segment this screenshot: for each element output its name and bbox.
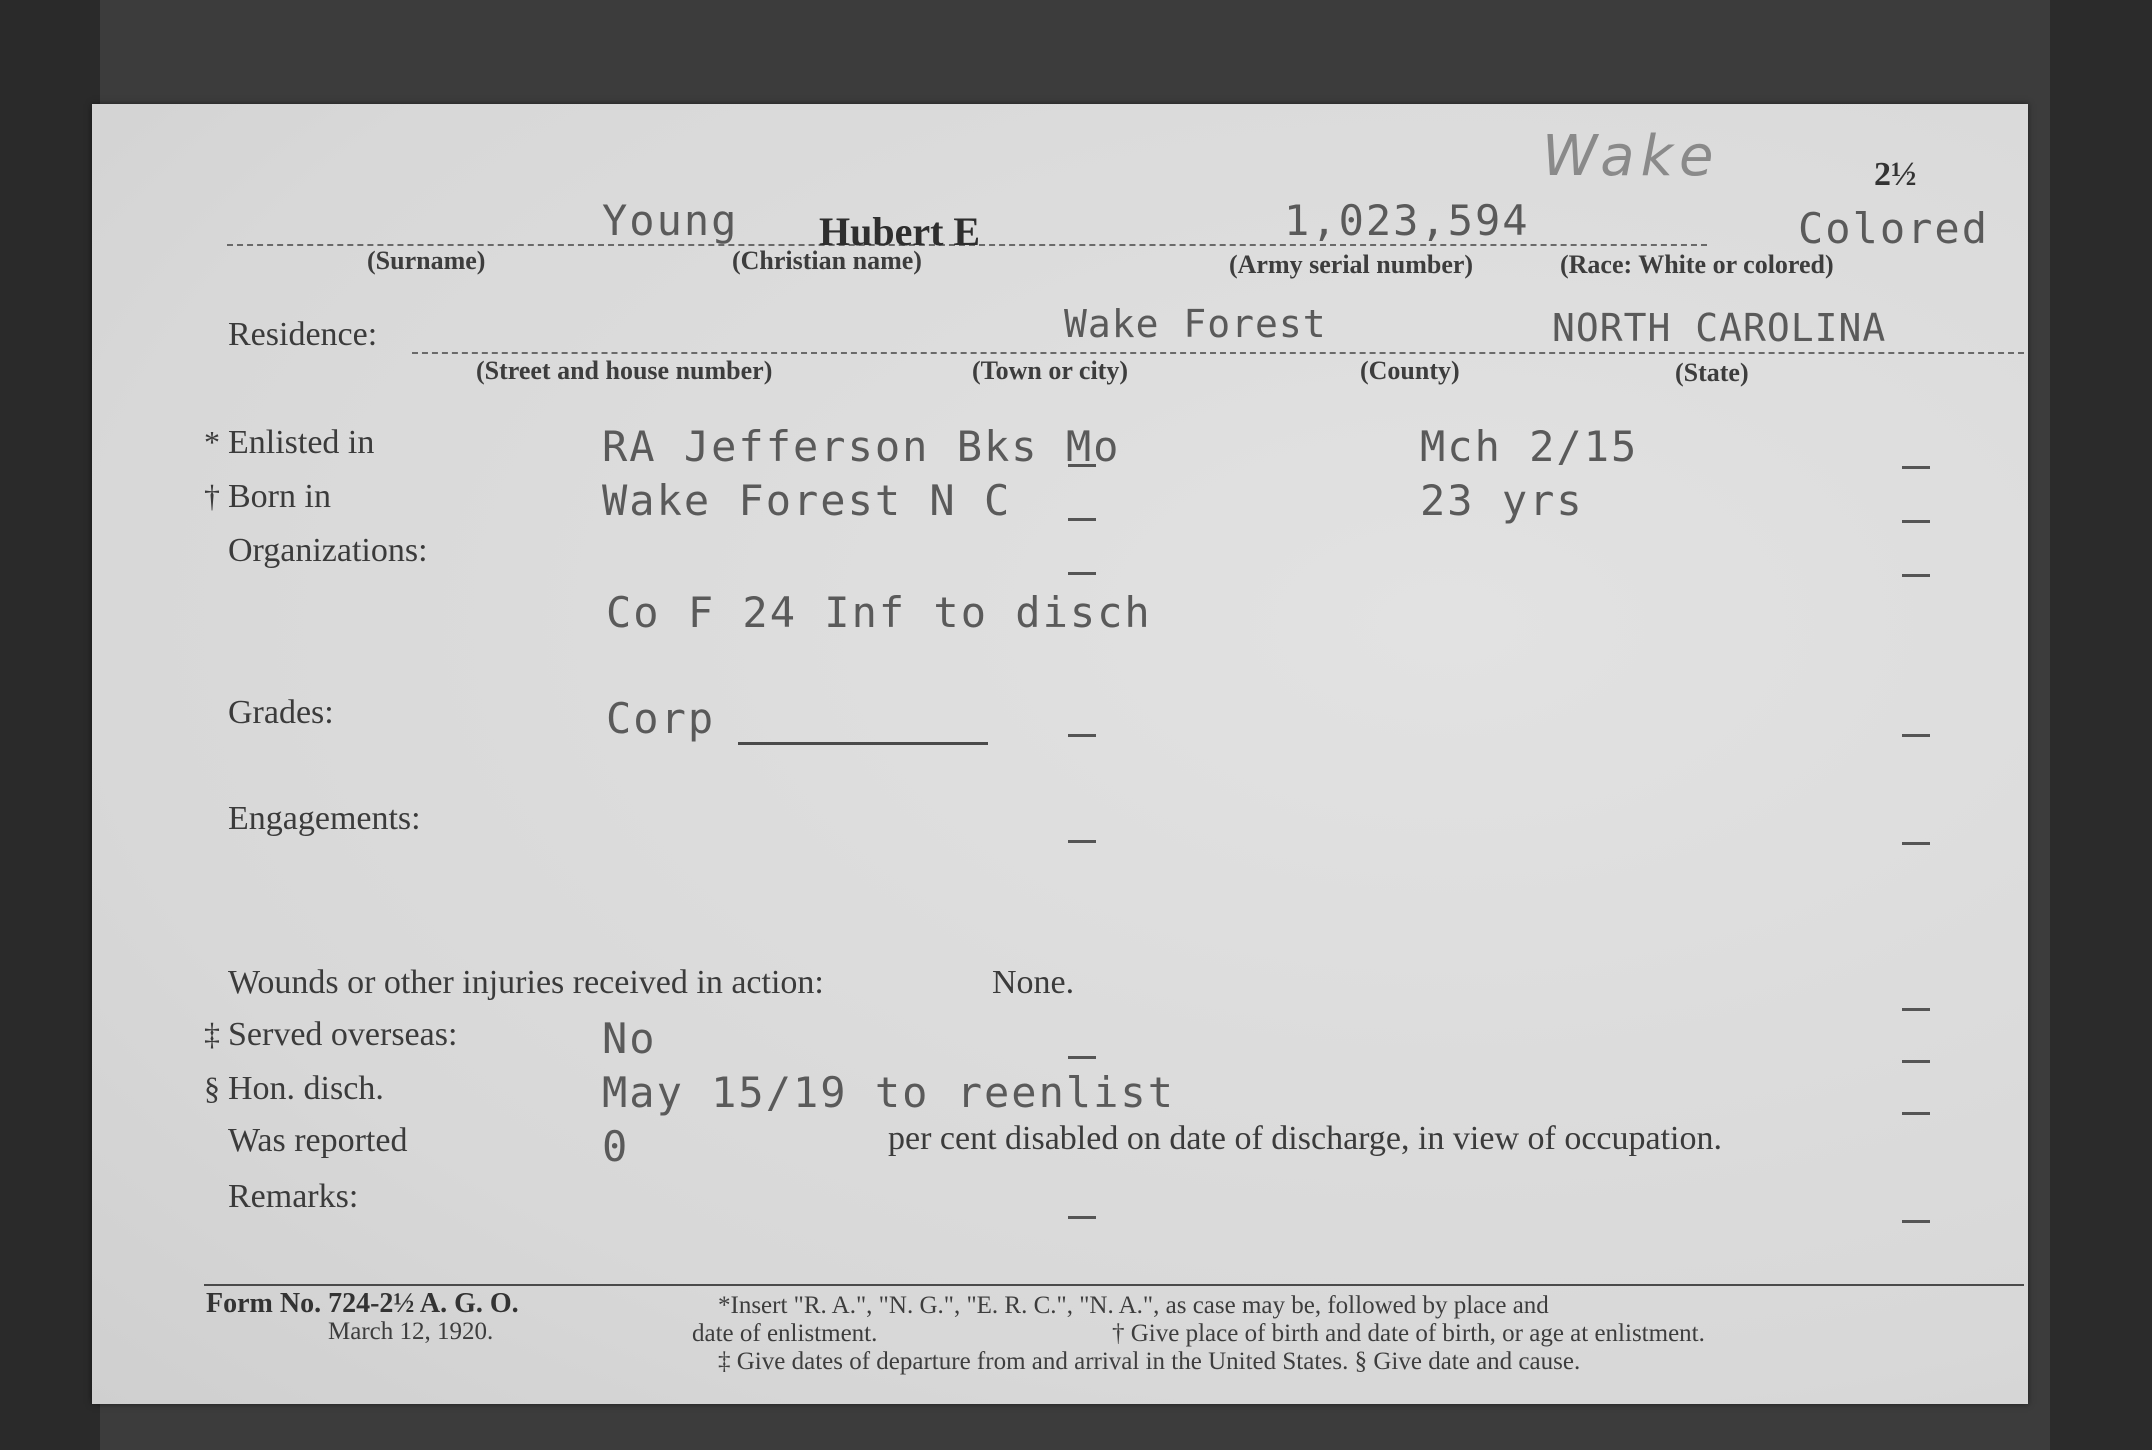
surname-caption: (Surname) [367,246,486,275]
form-size-number: 2½ [1874,156,1917,193]
tick-mark [1902,842,1930,845]
born-symbol: † [204,478,220,514]
county-handwritten: Wake [1542,124,1720,189]
tick-mark [1068,518,1096,521]
organizations-value: Co F 24 Inf to disch [606,588,1152,637]
reported-value: 0 [602,1122,630,1171]
enlisted-symbol: * [204,424,220,460]
state-caption: (State) [1675,358,1749,387]
tick-mark [1902,1008,1930,1011]
footnote-overseas: ‡ Give dates of departure from and arrival in the United States. § Give date and cause. [718,1348,1581,1375]
tick-mark [1068,572,1096,575]
race-caption: (Race: White or colored) [1560,250,1834,279]
born-age-value: 23 yrs [1420,476,1584,525]
tick-mark [1902,1060,1930,1063]
reported-label: Was reported [228,1122,408,1159]
tick-mark [1902,1112,1930,1115]
grades-label: Grades: [228,694,334,731]
born-label: Born in [228,478,331,515]
tick-mark [1902,734,1930,737]
footnote-insert: *Insert "R. A.", "N. G.", "E. R. C.", "N. A.", as case may be, followed by place and [718,1292,1549,1319]
born-value: Wake Forest N C [602,476,1012,525]
overseas-symbol: ‡ [204,1016,220,1052]
race-value: Colored [1798,204,1990,253]
tick-mark [1068,1056,1096,1059]
footnote-enlistment: date of enlistment. [692,1320,878,1347]
footnote-birth: † Give place of birth and date of birth, or age at enlistment. [1112,1320,1705,1347]
residence-label: Residence: [228,316,378,353]
tick-mark [1902,520,1930,523]
organizations-label: Organizations: [228,532,428,569]
wounds-label: Wounds or other injuries received in action: [228,964,824,1001]
engagements-label: Engagements: [228,800,421,837]
surname-value: Young [602,196,739,245]
scanner-background-left [0,0,100,1450]
residence-town-value: Wake Forest [1064,302,1327,346]
scanner-background-right [2050,0,2152,1450]
disch-value: May 15/19 to reenlist [602,1068,1176,1117]
county-caption: (County) [1360,356,1460,385]
street-caption: (Street and house number) [476,356,773,385]
serial-number-value: 1,023,594 [1284,196,1530,245]
residence-line [412,352,2024,354]
reported-text: per cent disabled on date of discharge, in view of occupation. [888,1120,1722,1157]
christian-name-value: Hubert E [819,209,981,254]
tick-mark [1902,1220,1930,1223]
enlisted-date-value: Mch 2/15 [1420,422,1639,471]
form-date: March 12, 1920. [328,1318,494,1345]
tick-mark [1068,1216,1096,1219]
remarks-label: Remarks: [228,1178,359,1215]
grades-underline [738,742,988,745]
overseas-value: No [602,1014,657,1063]
tick-mark [1902,574,1930,577]
tick-mark [1068,464,1096,467]
overseas-label: Served overseas: [228,1016,458,1053]
service-record-card [92,104,2028,1404]
tick-mark [1902,466,1930,469]
enlisted-value: RA Jefferson Bks Mo [602,422,1121,471]
wounds-value: None. [992,964,1075,1001]
disch-symbol: § [204,1070,220,1106]
form-number: Form No. 724-2½ A. G. O. [206,1288,519,1319]
disch-label: Hon. disch. [228,1070,384,1107]
tick-mark [1068,734,1096,737]
serial-caption: (Army serial number) [1229,250,1474,279]
christian-name-caption: (Christian name) [732,246,922,275]
tick-mark [1068,840,1096,843]
footer-rule [204,1284,2024,1286]
grades-value: Corp [606,694,716,743]
residence-state-value: NORTH CAROLINA [1552,306,1887,350]
town-caption: (Town or city) [972,356,1128,385]
enlisted-label: Enlisted in [228,424,375,461]
